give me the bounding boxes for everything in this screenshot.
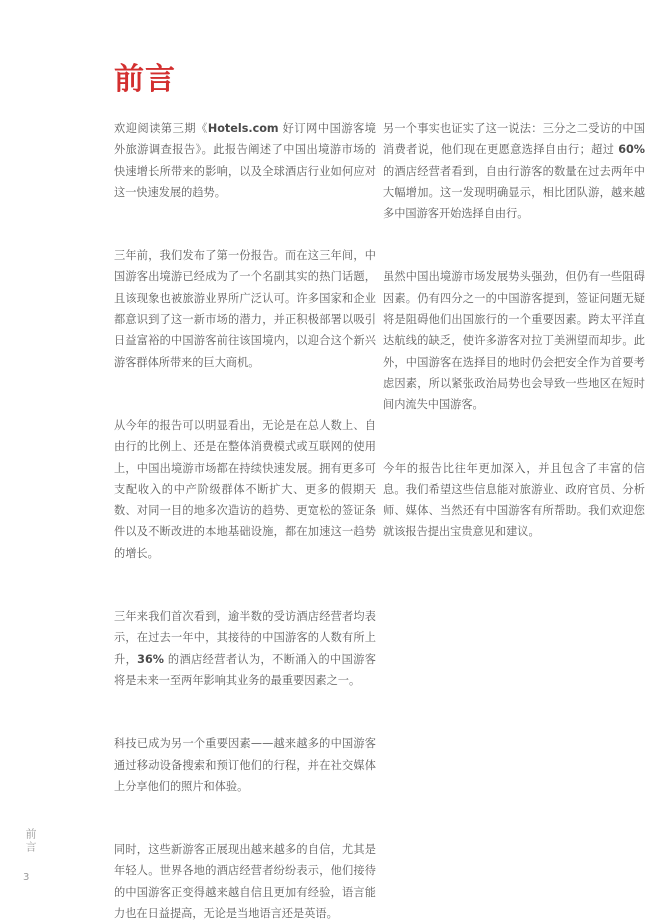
left-column xyxy=(114,118,376,924)
paragraph-technology: 科技已成为另一个重要因素——越来越多的中国游客通过移动设备搜索和预订他们的行程，并在社交媒体上分享他们的照片和体验。 xyxy=(114,737,376,793)
stat-36-percent: 36% xyxy=(137,652,164,666)
paragraph-confidence: 同时，这些新游客正展现出越来越多的自信，尤其是年轻人。世界各地的酒店经营者纷纷表示，他们接待的中国游客正变得越来越自信且更加有经验，语言能力也在日益提高，无论是当地语言还是英语。 xyxy=(114,843,376,921)
page-number: 3 xyxy=(23,872,30,883)
paragraph-first-report: 三年前，我们发布了第一份报告。而在这三年间，中国游客出境游已经成为了一个名副其实的热门话题，且该现象也被旅游业界所广泛认可。许多国家和企业都意识到了这一新市场的潜力，并正积极部署以吸引日益富裕的中国游客前往该国境内，以迎合这个新兴游客群体所带来的巨大商机。 xyxy=(114,249,376,369)
stat-60-percent: 60% xyxy=(618,143,645,157)
paragraph-hotel-operators: 三年来我们首次看到，逾半数的受访酒店经营者均表示，在过去一年中，其接待的中国游客的人数有所上升，36% 的酒店经营者认为，不断涌入的中国游客将是未来一至两年影响其业务的最重要因素之一。 xyxy=(114,610,376,687)
brand-name: Hotels.com xyxy=(207,122,279,135)
right-column xyxy=(383,118,645,543)
paragraph-this-report: 今年的报告比往年更加深入，并且包含了丰富的信息。我们希望这些信息能对旅游业、政府官员、分析师、媒体、当然还有中国游客有所帮助。我们欢迎您就该报告提出宝贵意见和建议。 xyxy=(383,461,645,539)
page-title: 前言 xyxy=(114,62,176,97)
paragraph-market-growth: 从今年的报告可以明显看出，无论是在总人数上、自由行的比例上、还是在整体消费模式或互联网的使用上，中国出境游市场都在持续快速发展。拥有更多可支配收入的中产阶级群体不断扩大、更多的假期天数、对同一目的地多次造访的趋势、更宽松的签证条件以及不断改进的本地基础设施，都在加速这一趋势的增长。 xyxy=(114,418,376,560)
paragraph-intro: 欢迎阅读第三期《Hotels.com 好订网中国游客境外旅游调查报告》。此报告阐述了中国出境游市场的快速增长所带来的影响，以及全球酒店行业如何应对这一快速发展的趋势。 xyxy=(114,122,376,199)
paragraph-independent-travel: 另一个事实也证实了这一说法：三分之二受访的中国消费者说，他们现在更愿意选择自由行；超过 60% 的酒店经营者看到，自由行游客的数量在过去两年中大幅增加。这一发现明确显示，相比团队游，越来越多中国游客开始选择自由行。 xyxy=(383,122,645,221)
section-side-label: 前言 xyxy=(24,828,37,854)
paragraph-obstacles: 虽然中国出境游市场发展势头强劲，但仍有一些阻碍因素。仍有四分之一的中国游客提到，签证问题无疑将是阻碍他们出国旅行的一个重要因素。跨太平洋直达航线的缺乏，使许多游客对拉丁美洲望而却步。此外，中国游客在选择目的地时仍会把安全作为首要考虑因素，所以紧张政治局势也会导致一些地区在短时间内流失中国游客。 xyxy=(383,270,645,412)
